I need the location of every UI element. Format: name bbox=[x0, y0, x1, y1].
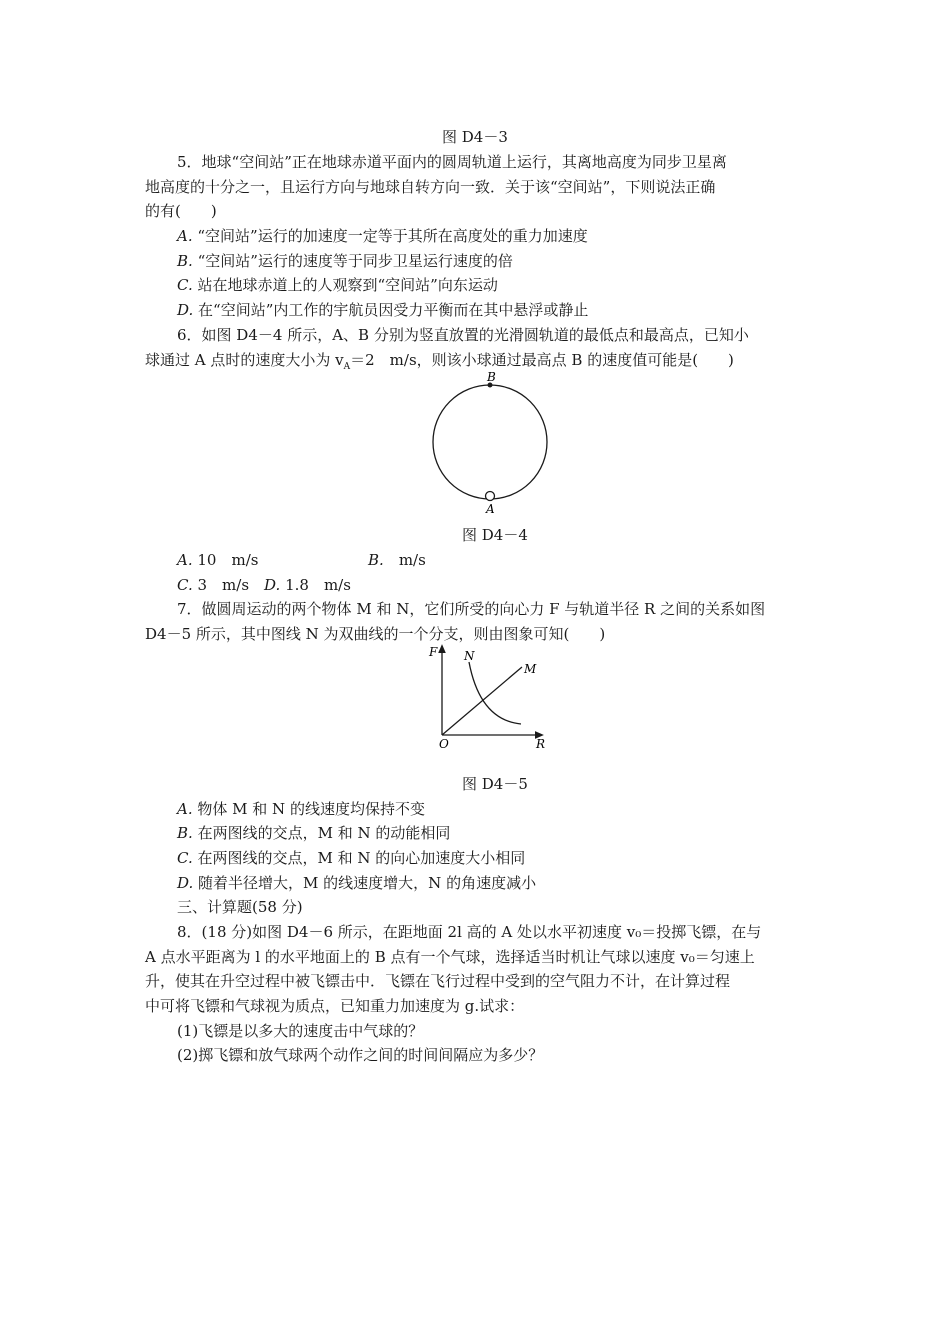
figure-caption-d4-5: 图 D4－5 bbox=[462, 775, 528, 793]
q7-stem-line-2: D4－5 所示，其中图线 N 为双曲线的一个分支，则由图象可知( ) bbox=[145, 625, 606, 643]
figure-caption-d4-3: 图 D4－3 bbox=[442, 128, 508, 146]
option-label: A. bbox=[177, 227, 193, 245]
q5-stem-line-3: 的有( ) bbox=[145, 202, 217, 220]
line-m bbox=[442, 667, 522, 735]
q6-options-cd bbox=[177, 575, 437, 595]
q7-option-c bbox=[177, 848, 837, 868]
q6-stem-text: 球通过 A 点时的速度大小为 v bbox=[145, 351, 344, 369]
q8-stem-line-2: A 点水平距离为 l 的水平地面上的 B 点有一个气球，选择适当时机让气球以速度 v₀＝匀速上 bbox=[145, 948, 755, 966]
q8-part-2: (2)掷飞镖和放气球两个动作之间的时间间隔应为多少？ bbox=[177, 1046, 544, 1064]
option-label: D. bbox=[264, 576, 281, 594]
ball bbox=[486, 492, 495, 501]
option-label: B. bbox=[368, 551, 384, 569]
q7-option-a bbox=[177, 799, 837, 819]
q5-stem-line-2: 地高度的十分之一，且运行方向与地球自转方向一致．关于该“空间站”，下则说法正确 bbox=[145, 178, 716, 196]
option-text: 随着半径增大，M 的线速度增大，N 的角速度减小 bbox=[198, 874, 537, 892]
option-label: A. bbox=[177, 551, 193, 569]
line-label-m: M bbox=[524, 662, 537, 676]
option-text: 站在地球赤道上的人观察到“空间站”向东运动 bbox=[197, 276, 498, 294]
option-label: D. bbox=[177, 874, 194, 892]
q5-option-b bbox=[177, 251, 837, 271]
option-text: 在两图线的交点，M 和 N 的动能相同 bbox=[197, 824, 451, 842]
q5-option-a bbox=[177, 226, 837, 246]
label-b: B bbox=[487, 370, 496, 384]
option-text: 在两图线的交点，M 和 N 的向心加速度大小相同 bbox=[197, 849, 526, 867]
q5-option-d bbox=[177, 300, 837, 320]
q7-stem-line-1: 7．做圆周运动的两个物体 M 和 N，它们所受的向心力 F 与轨道半径 R 之间的关系如图 bbox=[177, 600, 766, 618]
label-a: A bbox=[486, 502, 495, 516]
circular-track-figure bbox=[420, 370, 560, 518]
option-label: C. bbox=[177, 849, 193, 867]
q8-stem-line-3: 升，使其在升空过程中被飞镖击中．飞镖在飞行过程中受到的空气阻力不计，在计算过程 bbox=[145, 972, 731, 990]
q7-option-d bbox=[177, 873, 837, 893]
option-text: m/s bbox=[398, 551, 426, 569]
option-text: “空间站”运行的加速度一定等于其所在高度处的重力加速度 bbox=[197, 227, 588, 245]
axis-label-r: R bbox=[536, 737, 546, 751]
option-label: A. bbox=[177, 800, 193, 818]
axis-label-f: F bbox=[429, 645, 438, 659]
q6-stem-line-1: 6．如图 D4－4 所示，A、B 分别为竖直放置的光滑圆轨道的最低点和最高点，已知小 bbox=[177, 326, 749, 344]
q8-part-1: (1)飞镖是以多大的速度击中气球的？ bbox=[177, 1022, 424, 1040]
option-text: 3 m/s bbox=[197, 576, 250, 594]
q6-subscript: A bbox=[343, 362, 351, 372]
option-text: 在“空间站”内工作的宇航员因受力平衡而在其中悬浮或静止 bbox=[198, 301, 589, 319]
option-label: C. bbox=[177, 576, 193, 594]
option-label: C. bbox=[177, 276, 193, 294]
option-text: 1.8 m/s bbox=[285, 576, 351, 594]
q5-stem-line-1: 5．地球“空间站”正在地球赤道平面内的圆周轨道上运行，其离地高度为同步卫星离 bbox=[177, 153, 727, 171]
q6-option-b bbox=[368, 550, 488, 570]
figure-caption-d4-4: 图 D4－4 bbox=[462, 526, 528, 544]
origin-label: O bbox=[439, 737, 449, 751]
force-radius-graph bbox=[425, 640, 555, 752]
option-label: B. bbox=[177, 824, 193, 842]
curve-n bbox=[469, 662, 521, 724]
circular-track bbox=[433, 385, 547, 499]
q6-stem-text-cont: ＝2 m/s，则该小球通过最高点 B 的速度值可能是( ) bbox=[350, 351, 734, 369]
option-text: “空间站”运行的速度等于同步卫星运行速度的倍 bbox=[197, 252, 513, 270]
q8-stem-line-4: 中可将飞镖和气球视为质点，已知重力加速度为 g.试求： bbox=[145, 997, 525, 1015]
option-label: B. bbox=[177, 252, 193, 270]
option-label: D. bbox=[177, 301, 194, 319]
q7-option-b bbox=[177, 823, 837, 843]
section-3-heading: 三、计算题(58 分) bbox=[177, 898, 303, 916]
option-text: 物体 M 和 N 的线速度均保持不变 bbox=[197, 800, 425, 818]
q6-option-a bbox=[177, 550, 357, 570]
option-text: 10 m/s bbox=[197, 551, 259, 569]
q8-stem-line-1: 8．(18 分)如图 D4－6 所示，在距地面 2l 高的 A 处以水平初速度 v₀＝投掷飞镖，在与 bbox=[177, 923, 762, 941]
curve-label-n: N bbox=[464, 649, 475, 663]
q5-option-c bbox=[177, 275, 837, 295]
